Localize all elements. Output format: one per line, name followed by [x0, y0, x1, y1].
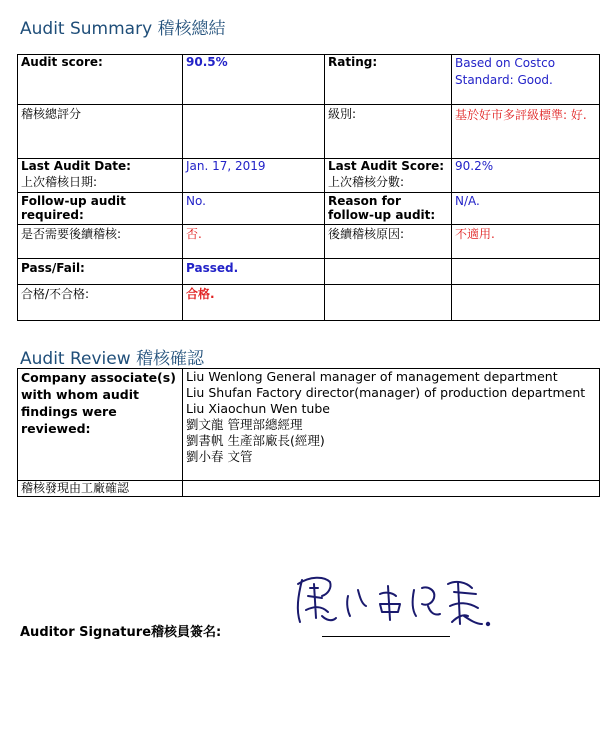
last-audit-date-empty	[183, 175, 325, 193]
passfail-value: Passed.	[183, 259, 325, 285]
audit-score-value-zh-empty	[183, 105, 325, 159]
followup-label: Follow-up audit required:	[18, 193, 183, 225]
audit-summary-title: Audit Summary 稽核總結	[20, 19, 226, 39]
signature-line	[322, 636, 450, 637]
passfail-label-zh: 合格/不合格:	[18, 285, 183, 321]
reason-label: Reason for follow-up audit:	[325, 193, 452, 225]
rating-value: Based on Costco Standard: Good.	[452, 55, 600, 105]
last-audit-score-value: 90.2%	[452, 159, 600, 175]
auditor-signature-label: Auditor Signature稽核員簽名:	[20, 625, 222, 640]
last-audit-score-label: Last Audit Score:	[325, 159, 452, 175]
passfail-label: Pass/Fail:	[18, 259, 183, 285]
associate-line: 劉小春 文管	[186, 449, 253, 464]
last-audit-date-value: Jan. 17, 2019	[183, 159, 325, 175]
rating-label-zh: 級別:	[325, 105, 452, 159]
reason-label-zh: 後續稽核原因:	[325, 225, 452, 259]
factory-confirm-value	[183, 481, 600, 497]
audit-summary-table	[17, 54, 600, 321]
passfail-value-zh: 合格.	[183, 285, 325, 321]
last-audit-date-label-zh: 上次稽核日期:	[18, 175, 183, 193]
last-audit-date-label: Last Audit Date:	[18, 159, 183, 175]
associate-line: 劉文龍 管理部總經理	[186, 417, 303, 432]
rating-value-zh: 基於好市多評級標準: 好.	[452, 105, 600, 159]
rating-label: Rating:	[325, 55, 452, 105]
passfail-empty-2	[452, 259, 600, 285]
last-audit-score-empty	[452, 175, 600, 193]
audit-score-label: Audit score:	[18, 55, 183, 105]
followup-label-zh: 是否需要後續稽核:	[18, 225, 183, 259]
associates-list	[183, 369, 600, 481]
associate-line: 劉書帆 生產部廠長(經理)	[186, 433, 325, 448]
followup-value: No.	[183, 193, 325, 225]
factory-confirm-label: 稽核發現由工廠確認	[18, 481, 183, 497]
audit-review-table	[17, 368, 600, 497]
associates-label: Company associate(s) with whom audit findings were reviewed:	[18, 369, 183, 481]
audit-review-title: Audit Review 稽核確認	[20, 349, 205, 369]
audit-score-value: 90.5%	[183, 55, 325, 105]
followup-value-zh: 否.	[183, 225, 325, 259]
associate-line: Liu Xiaochun Wen tube	[186, 401, 330, 416]
reason-value: N/A.	[452, 193, 600, 225]
passfail-zh-empty-1	[325, 285, 452, 321]
handwritten-signature	[288, 566, 498, 636]
associate-line: Liu Wenlong General manager of management department	[186, 369, 558, 384]
reason-value-zh: 不適用.	[452, 225, 600, 259]
associate-line: Liu Shufan Factory director(manager) of production department	[186, 385, 586, 400]
passfail-empty-1	[325, 259, 452, 285]
last-audit-score-label-zh: 上次稽核分數:	[325, 175, 452, 193]
audit-score-label-zh: 稽核總評分	[18, 105, 183, 159]
passfail-zh-empty-2	[452, 285, 600, 321]
